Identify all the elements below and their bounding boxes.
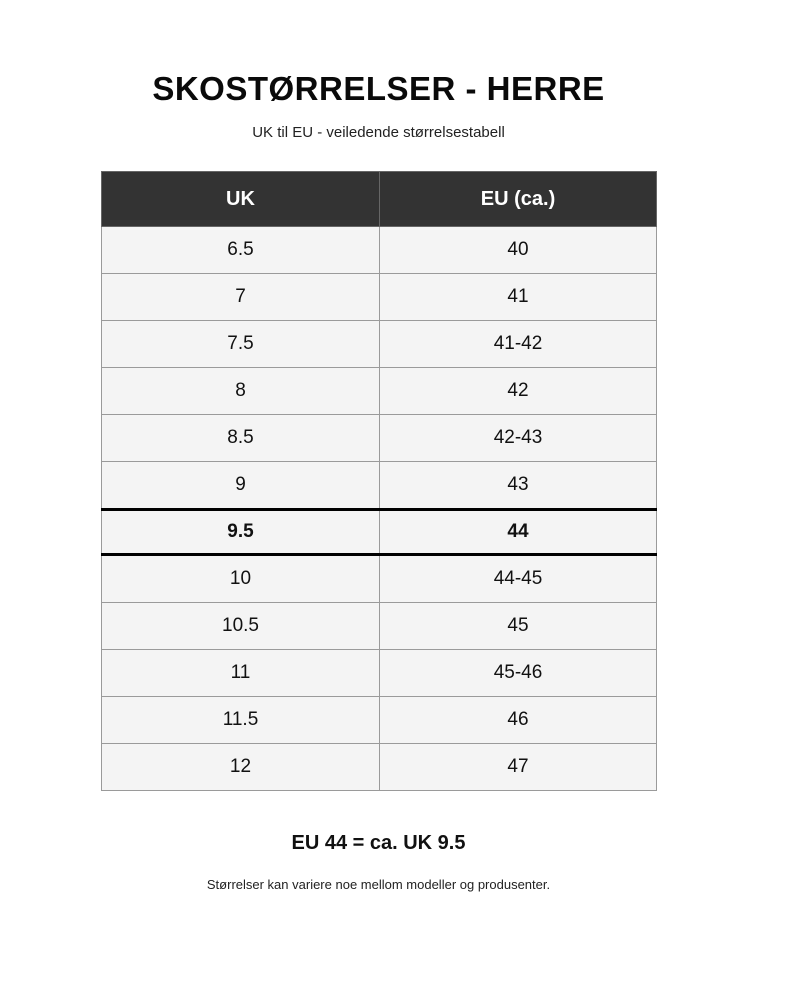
table-row <box>102 744 657 791</box>
footnote: Størrelser kan variere noe mellom modeller og produsenter. <box>206 877 551 892</box>
size-table <box>101 171 657 791</box>
eu-size-cell: 41-42 <box>380 321 657 368</box>
uk-size-cell: 12 <box>102 744 380 791</box>
table-row <box>102 321 657 368</box>
column-header-eu: EU (ca.) <box>380 172 657 227</box>
table-row <box>102 462 657 510</box>
uk-size-cell: 10 <box>102 555 380 603</box>
highlighted-table-row <box>102 510 657 555</box>
eu-size-cell: 46 <box>380 697 657 744</box>
eu-size-cell: 41 <box>380 274 657 321</box>
table-row <box>102 368 657 415</box>
uk-size-cell: 6.5 <box>102 227 380 274</box>
uk-size-cell: 7.5 <box>102 321 380 368</box>
uk-size-cell: 9 <box>102 462 380 510</box>
page-subtitle: UK til EU - veiledende størrelsestabell <box>252 124 505 141</box>
table-row <box>102 603 657 650</box>
eu-size-cell: 44-45 <box>380 555 657 603</box>
uk-size-cell: 9.5 <box>102 510 380 555</box>
eu-size-cell: 44 <box>380 510 657 555</box>
uk-size-cell: 8 <box>102 368 380 415</box>
eu-size-cell: 43 <box>380 462 657 510</box>
page-title: SKOSTØRRELSER - HERRE <box>152 70 605 107</box>
table-row <box>102 274 657 321</box>
table-row <box>102 650 657 697</box>
uk-size-cell: 11.5 <box>102 697 380 744</box>
table-row <box>102 227 657 274</box>
eu-size-cell: 42 <box>380 368 657 415</box>
eu-size-cell: 45-46 <box>380 650 657 697</box>
size-summary: EU 44 = ca. UK 9.5 <box>291 832 466 854</box>
table-row <box>102 555 657 603</box>
eu-size-cell: 42-43 <box>380 415 657 462</box>
table-header-row <box>102 172 657 227</box>
uk-size-cell: 8.5 <box>102 415 380 462</box>
eu-size-cell: 47 <box>380 744 657 791</box>
eu-size-cell: 40 <box>380 227 657 274</box>
uk-size-cell: 11 <box>102 650 380 697</box>
eu-size-cell: 45 <box>380 603 657 650</box>
column-header-uk: UK <box>102 172 380 227</box>
table-row <box>102 697 657 744</box>
table-row <box>102 415 657 462</box>
uk-size-cell: 10.5 <box>102 603 380 650</box>
uk-size-cell: 7 <box>102 274 380 321</box>
